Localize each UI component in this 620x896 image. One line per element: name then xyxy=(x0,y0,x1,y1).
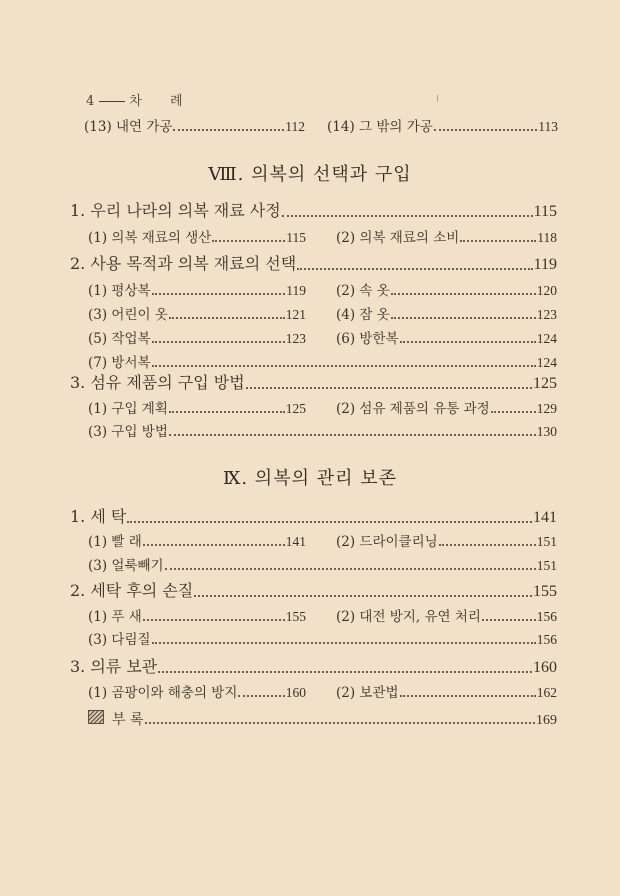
entry-page: 124 xyxy=(536,355,557,370)
entry-label: (1) 평상복 xyxy=(88,283,151,299)
leader-dots xyxy=(169,317,285,319)
toc-entry[interactable] xyxy=(336,684,557,702)
toc-entry[interactable] xyxy=(88,533,306,551)
toc-row xyxy=(88,557,557,575)
toc-section[interactable] xyxy=(70,372,557,395)
toc-section[interactable] xyxy=(70,580,557,603)
toc-entry[interactable] xyxy=(88,423,557,441)
entry-page: 124 xyxy=(536,331,557,346)
entry-label: (5) 작업복 xyxy=(88,331,151,347)
running-header xyxy=(86,90,195,109)
toc-section[interactable] xyxy=(70,506,557,529)
toc-entry[interactable] xyxy=(336,306,557,324)
leader-dots xyxy=(391,317,536,319)
chapter-title[interactable]: Ⅸ. 의복의 관리 보존 xyxy=(223,468,397,489)
toc-row xyxy=(70,200,557,222)
toc-entry[interactable] xyxy=(336,229,557,247)
toc-row xyxy=(88,423,557,441)
entry-page: 162 xyxy=(536,685,557,700)
leader-dots xyxy=(282,215,533,217)
entry-page: 123 xyxy=(285,331,306,346)
entry-label: 1. 우리 나라의 의복 재료 사정 xyxy=(70,201,281,220)
leader-dots xyxy=(158,671,532,673)
chapter-title[interactable]: Ⅷ. 의복의 선택과 구입 xyxy=(208,164,412,185)
leader-dots xyxy=(169,411,285,413)
toc-row xyxy=(70,253,557,275)
entry-page: 120 xyxy=(536,283,557,298)
toc-row xyxy=(70,372,557,394)
leader-dots xyxy=(165,568,536,570)
toc-entry[interactable] xyxy=(336,533,557,551)
toc-row xyxy=(88,533,557,551)
toc-row xyxy=(88,330,557,348)
entry-page: 129 xyxy=(536,401,557,416)
leader-dots xyxy=(400,695,536,697)
toc-section[interactable] xyxy=(70,656,557,679)
leader-dots xyxy=(238,695,284,697)
toc-section[interactable] xyxy=(70,200,557,223)
entry-label: (2) 섬유 제품의 유통 과정 xyxy=(336,401,490,417)
margin-mark xyxy=(437,95,438,102)
leader-dots xyxy=(194,595,532,597)
toc-entry[interactable] xyxy=(88,330,306,348)
toc-row xyxy=(88,400,557,418)
entry-page: 121 xyxy=(285,307,306,322)
entry-page: 169 xyxy=(536,713,557,728)
entry-label: (2) 보관법 xyxy=(336,685,399,701)
leader-dots xyxy=(152,341,285,343)
entry-label: (6) 방한복 xyxy=(336,331,399,347)
toc-row xyxy=(88,631,557,649)
leader-dots xyxy=(482,619,536,621)
leader-dots xyxy=(169,434,536,436)
entry-page: 118 xyxy=(537,230,557,245)
entry-page: 113 xyxy=(538,119,558,134)
toc-entry[interactable] xyxy=(88,608,306,626)
leader-dots xyxy=(439,544,536,546)
leader-dots xyxy=(145,722,536,724)
entry-page: 151 xyxy=(536,534,557,549)
entry-page: 160 xyxy=(285,685,306,700)
entry-label: (13) 내연 가공 xyxy=(84,119,173,135)
entry-page: 115 xyxy=(533,203,557,220)
toc-entry[interactable] xyxy=(88,306,306,324)
entry-page: 119 xyxy=(533,256,557,273)
entry-label: (7) 방서복 xyxy=(88,355,151,371)
toc-entry[interactable] xyxy=(84,118,305,136)
toc-section[interactable] xyxy=(70,253,557,276)
leader-dots xyxy=(143,619,285,621)
entry-page: 156 xyxy=(536,632,557,647)
leader-dots xyxy=(460,240,536,242)
toc-appendix[interactable] xyxy=(88,710,557,730)
toc-row xyxy=(88,229,557,247)
entry-page: 160 xyxy=(533,659,557,676)
toc-entry[interactable] xyxy=(336,608,557,626)
entry-page: 130 xyxy=(536,424,557,439)
leader-dots xyxy=(434,129,537,131)
entry-label: (2) 의복 재료의 소비 xyxy=(336,230,460,246)
leader-dots xyxy=(152,642,536,644)
entry-label: (2) 속 옷 xyxy=(336,283,390,299)
leader-dots xyxy=(400,341,536,343)
entry-label: 2. 사용 목적과 의복 재료의 선택 xyxy=(70,254,297,273)
leader-dots xyxy=(246,387,532,389)
toc-row xyxy=(88,282,557,300)
entry-label: (1) 의복 재료의 생산 xyxy=(88,230,212,246)
leader-dots xyxy=(297,268,532,270)
toc-entry[interactable] xyxy=(336,330,557,348)
entry-label: 3. 섬유 제품의 구입 방법 xyxy=(70,373,245,392)
toc-entry[interactable] xyxy=(327,118,558,136)
toc-row xyxy=(84,118,558,136)
header-dash xyxy=(99,101,125,102)
entry-page: 112 xyxy=(285,119,305,134)
entry-page: 125 xyxy=(533,375,557,392)
toc-entry[interactable] xyxy=(88,631,557,649)
entry-label: 3. 의류 보관 xyxy=(70,657,158,676)
entry-label: 2. 세탁 후의 손질 xyxy=(70,581,194,600)
header-page-number: 4 xyxy=(86,94,96,109)
entry-page: 141 xyxy=(533,509,557,526)
toc-entry[interactable] xyxy=(336,282,557,300)
entry-page: 125 xyxy=(285,401,306,416)
entry-label: (3) 다림질 xyxy=(88,632,151,648)
toc-entry[interactable] xyxy=(336,400,557,418)
leader-dots xyxy=(391,293,536,295)
entry-label: (14) 그 밖의 가공 xyxy=(327,119,433,135)
toc-row xyxy=(88,710,557,728)
leader-dots xyxy=(491,411,536,413)
toc-row xyxy=(88,306,557,324)
entry-page: 156 xyxy=(536,609,557,624)
entry-label: (1) 구입 계획 xyxy=(88,401,168,417)
entry-page: 123 xyxy=(536,307,557,322)
entry-page: 119 xyxy=(286,283,306,298)
entry-page: 141 xyxy=(285,534,306,549)
leader-dots xyxy=(143,544,285,546)
entry-label: (1) 곰팡이와 해충의 방지 xyxy=(88,685,238,701)
entry-page: 151 xyxy=(536,558,557,573)
toc-entry[interactable] xyxy=(88,229,306,247)
entry-label: (3) 어린이 옷 xyxy=(88,307,168,323)
entry-label: (3) 얼룩빼기 xyxy=(88,558,164,574)
toc-row xyxy=(70,580,557,602)
toc-entry[interactable] xyxy=(88,282,306,300)
leader-dots xyxy=(127,521,532,523)
entry-label: 부 록 xyxy=(112,712,144,728)
toc-row xyxy=(70,656,557,678)
leader-dots xyxy=(152,293,286,295)
entry-label: 1. 세 탁 xyxy=(70,507,127,526)
toc-row xyxy=(88,608,557,626)
hatched-square-icon xyxy=(88,710,104,724)
entry-label: (1) 빨 래 xyxy=(88,534,142,550)
entry-page: 155 xyxy=(533,583,557,600)
entry-label: (3) 구입 방법 xyxy=(88,424,168,440)
header-title: 차 례 xyxy=(129,94,195,109)
toc-entry[interactable] xyxy=(88,354,557,372)
leader-dots xyxy=(173,129,284,131)
entry-page: 155 xyxy=(285,609,306,624)
toc-row xyxy=(70,506,557,528)
entry-label: (2) 드라이클리닝 xyxy=(336,534,438,550)
toc-entry[interactable] xyxy=(88,684,306,702)
leader-dots xyxy=(212,240,285,242)
entry-label: (4) 잠 옷 xyxy=(336,307,390,323)
entry-page: 115 xyxy=(286,230,306,245)
leader-dots xyxy=(152,365,536,367)
toc-entry[interactable] xyxy=(88,557,557,575)
entry-label: (2) 대전 방지, 유연 처리 xyxy=(336,609,481,625)
toc-row xyxy=(88,354,557,372)
toc-row xyxy=(88,684,557,702)
entry-label: (1) 푸 새 xyxy=(88,609,142,625)
toc-entry[interactable] xyxy=(88,400,306,418)
